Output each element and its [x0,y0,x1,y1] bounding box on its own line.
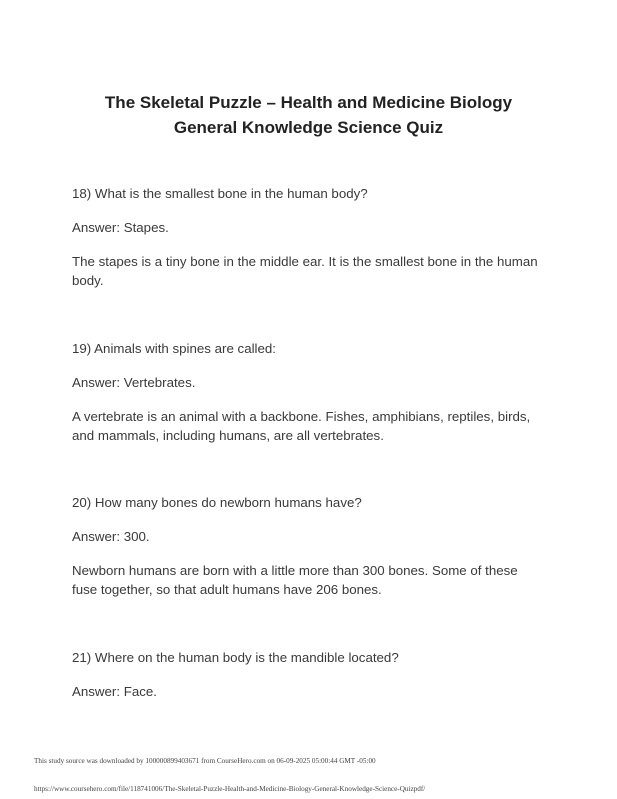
answer-text: Answer: Face. [72,684,157,699]
explanation-text: Newborn humans are born with a little more than 300 bones. Some of these fuse together, so that adult humans have 206 bones. [72,563,518,597]
download-source-note: This study source was downloaded by 100000899403671 from CourseHero.com on 06-09-2025 05:00:44 GMT -05:00 [34,757,376,765]
question-text: 19) Animals with spines are called: [72,341,276,356]
question-text: 20) How many bones do newborn humans have? [72,495,362,510]
document-title [0,90,617,140]
source-url[interactable]: https://www.coursehero.com/file/118741006/The-Skeletal-Puzzle-Health-and-Medicine-Biology-General-Knowledge-Science-Quizpdf/ [34,785,426,793]
answer-text: Answer: Stapes. [72,220,169,235]
answer-text: Answer: Vertebrates. [72,375,196,390]
question-text: 18) What is the smallest bone in the human body? [72,186,368,201]
document-title-line-1: The Skeletal Puzzle – Health and Medicine Biology [104,93,513,112]
document-title-line-2: General Knowledge Science Quiz [173,118,444,137]
question-text: 21) Where on the human body is the mandible located? [72,650,399,665]
explanation-text: The stapes is a tiny bone in the middle ear. It is the smallest bone in the human body. [72,254,538,288]
answer-text: Answer: 300. [72,529,150,544]
explanation-text: A vertebrate is an animal with a backbone. Fishes, amphibians, reptiles, birds, and mammals, including humans, are all vertebrates. [72,409,531,443]
